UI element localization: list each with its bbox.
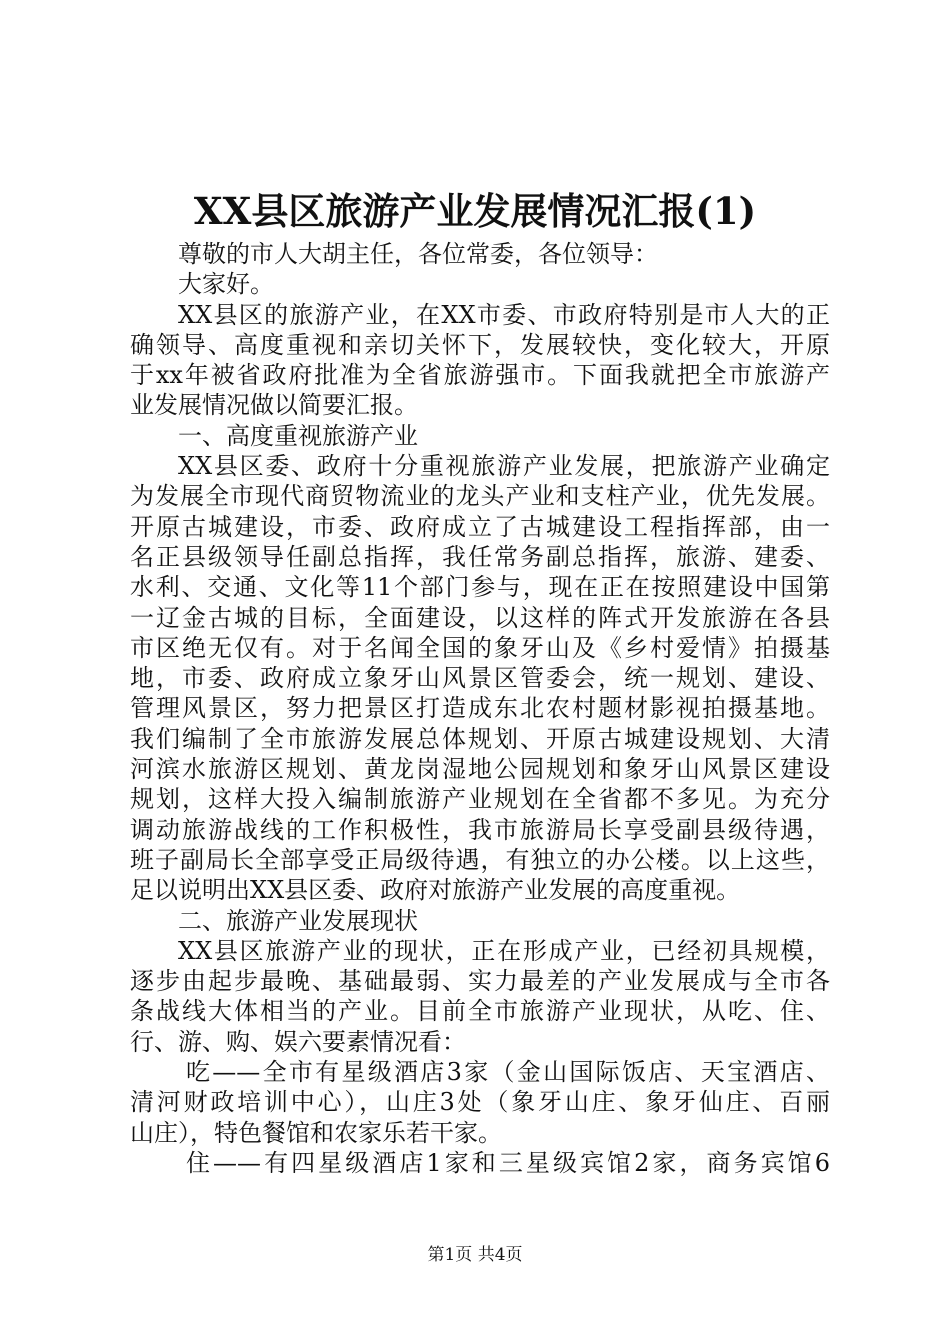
section-heading: 二、旅游产业发展现状 [178, 906, 418, 935]
paragraph-line: 吃——全市有星级酒店3家（金山国际饭店、天宝酒店、 [186, 1058, 830, 1087]
paragraph-line: XX县区的旅游产业，在XX市委、市政府特别是市人大的正 [178, 300, 830, 329]
paragraph-line: 我们编制了全市旅游发展总体规划、开原古城建设规划、大清 [130, 724, 830, 753]
paragraph-line: 开原古城建设，市委、政府成立了古城建设工程指挥部，由一 [130, 512, 830, 541]
paragraph-line: 管理风景区，努力把景区打造成东北农村题材影视拍摄基地。 [130, 694, 830, 723]
paragraph-line: 地，市委、政府成立象牙山风景区管委会，统一规划、建设、 [130, 664, 830, 693]
paragraph-line: 山庄），特色餐馆和农家乐若干家。 [130, 1118, 502, 1147]
paragraph-line: 调动旅游战线的工作积极性，我市旅游局长享受副县级待遇， [130, 815, 830, 844]
paragraph-line: 河滨水旅游区规划、黄龙岗湿地公园规划和象牙山风景区建设 [130, 755, 830, 784]
section-heading: 一、高度重视旅游产业 [178, 421, 418, 450]
paragraph-line: 足以说明出XX县区委、政府对旅游产业发展的高度重视。 [130, 876, 741, 905]
paragraph-line: XX县区委、政府十分重视旅游产业发展，把旅游产业确定 [178, 452, 830, 481]
paragraph-line: 名正县级领导任副总指挥，我任常务副总指挥，旅游、建委、 [130, 542, 830, 571]
greeting-line: 大家好。 [178, 270, 274, 299]
paragraph-line: 行、游、购、娱六要素情况看： [130, 1027, 466, 1056]
paragraph-line: 确领导、高度重视和亲切关怀下，发展较快，变化较大，开原 [130, 330, 830, 359]
paragraph-line: 清河财政培训中心），山庄3处（象牙山庄、象牙仙庄、百丽 [130, 1088, 830, 1117]
paragraph-line: XX县区旅游产业的现状，正在形成产业，已经初具规模， [178, 936, 830, 965]
page-footer: 第1页 共4页 [427, 1245, 523, 1265]
paragraph-line: 逐步由起步最晚、基础最弱、实力最差的产业发展成与全市各 [130, 967, 830, 996]
salutation-line: 尊敬的市人大胡主任，各位常委，各位领导： [178, 240, 658, 268]
paragraph-line: 水利、交通、文化等11个部门参与，现在正在按照建设中国第 [130, 573, 830, 602]
paragraph-line: 一辽金古城的目标，全面建设，以这样的阵式开发旅游在各县 [130, 603, 830, 632]
paragraph-line: 班子副局长全部享受正局级待遇，有独立的办公楼。以上这些， [130, 845, 830, 874]
paragraph-line: 住——有四星级酒店1家和三星级宾馆2家，商务宾馆6 [186, 1148, 830, 1177]
paragraph-line: 规划，这样大投入编制旅游产业规划在全省都不多见。为充分 [130, 785, 830, 814]
document-title: XX县区旅游产业发展情况汇报(1) [193, 189, 757, 233]
paragraph-line: 业发展情况做以简要汇报。 [130, 391, 418, 420]
paragraph-line: 市区绝无仅有。对于名闻全国的象牙山及《乡村爱情》拍摄基 [130, 633, 830, 662]
paragraph-line: 于xx年被省政府批准为全省旅游强市。下面我就把全市旅游产 [130, 361, 830, 390]
paragraph-line: 为发展全市现代商贸物流业的龙头产业和支柱产业，优先发展。 [130, 482, 830, 511]
document-body [130, 239, 830, 1178]
paragraph-line: 条战线大体相当的产业。目前全市旅游产业现状，从吃、住、 [130, 997, 830, 1026]
